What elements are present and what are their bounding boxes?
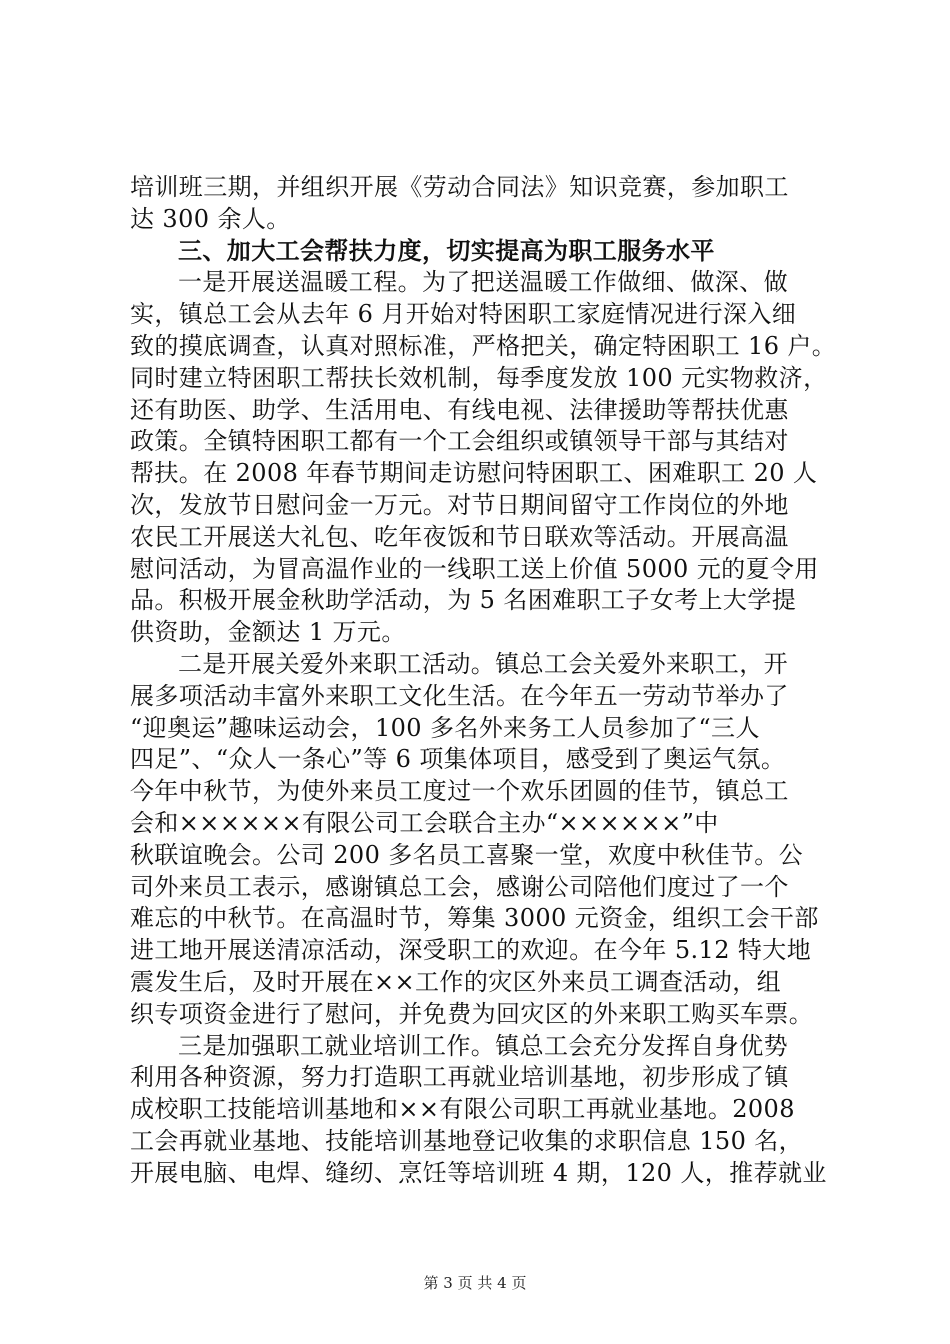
paragraph-first-line: 三是加强职工就业培训工作。镇总工会充分发挥自身优势: [178, 1031, 788, 1060]
body-line: 四足”、“众人一条心”等 6 项集体项目，感受到了奥运气氛。: [130, 745, 786, 774]
body-line: 供资助，金额达 1 万元。: [130, 618, 406, 647]
body-line: 今年中秋节，为使外来员工度过一个欢乐团圆的佳节，镇总工: [130, 777, 789, 806]
body-line: 帮扶。在 2008 年春节期间走访慰问特困职工、困难职工 20 人: [130, 459, 818, 488]
body-line: “迎奥运”趣味运动会，100 多名外来务工人员参加了“三人: [130, 713, 760, 742]
body-line: 品。积极开展金秋助学活动，为 5 名困难职工子女考上大学提: [130, 586, 797, 615]
body-line: 实，镇总工会从去年 6 月开始对特困职工家庭情况进行深入细: [130, 300, 797, 329]
body-line: 难忘的中秋节。在高温时节，筹集 3000 元资金，组织工会干部: [130, 904, 819, 933]
body-line: 农民工开展送大礼包、吃年夜饭和节日联欢等活动。开展高温: [130, 522, 789, 551]
body-line: 致的摸底调查，认真对照标准，严格把关，确定特困职工 16 户。: [130, 331, 837, 360]
body-line: 培训班三期，并组织开展《劳动合同法》知识竞赛，参加职工: [130, 173, 789, 201]
body-line: 利用各种资源，努力打造职工再就业培训基地，初步形成了镇: [130, 1063, 789, 1092]
body-line: 震发生后，及时开展在××工作的灾区外来员工调查活动，组: [130, 967, 782, 996]
body-line: 开展电脑、电焊、缝纫、烹饪等培训班 4 期，120 人，推荐就业: [130, 1158, 827, 1187]
body-line: 展多项活动丰富外来职工文化生活。在今年五一劳动节举办了: [130, 681, 789, 710]
page-number: 第 3 页 共 4 页: [423, 1274, 527, 1292]
body-line: 司外来员工表示，感谢镇总工会，感谢公司陪他们度过了一个: [130, 872, 789, 901]
paragraph-first-line: 一是开展送温暖工程。为了把送温暖工作做细、做深、做: [178, 268, 788, 297]
body-line: 进工地开展送清凉活动，深受职工的欢迎。在今年 5.12 特大地: [130, 936, 812, 965]
body-line: 政策。全镇特困职工都有一个工会组织或镇领导干部与其结对: [130, 427, 789, 456]
body-line: 次，发放节日慰问金一万元。对节日期间留守工作岗位的外地: [130, 490, 789, 519]
paragraph-first-line: 二是开展关爱外来职工活动。镇总工会关爱外来职工，开: [178, 649, 788, 678]
body-line: 织专项资金进行了慰问，并免费为回灾区的外来职工购买车票。: [130, 999, 814, 1028]
body-line: 慰问活动，为冒高温作业的一线职工送上价值 5000 元的夏令用: [130, 554, 819, 583]
section-heading: 三、加大工会帮扶力度，切实提高为职工服务水平: [178, 236, 715, 265]
body-line: 会和××××××有限公司工会联合主办“××××××”中: [130, 808, 719, 837]
body-line: 秋联谊晚会。公司 200 多名员工喜聚一堂，欢度中秋佳节。公: [130, 840, 804, 869]
body-line: 成校职工技能培训基地和××有限公司职工再就业基地。2008: [130, 1095, 795, 1124]
body-line: 达 300 余人。: [130, 204, 291, 233]
document-body: [130, 172, 835, 1190]
body-line: 还有助医、助学、生活用电、有线电视、法律援助等帮扶优惠: [130, 395, 789, 424]
body-line: 工会再就业基地、技能培训基地登记收集的求职信息 150 名，: [130, 1126, 804, 1155]
body-line: 同时建立特困职工帮扶长效机制，每季度发放 100 元实物救济，: [130, 363, 828, 392]
